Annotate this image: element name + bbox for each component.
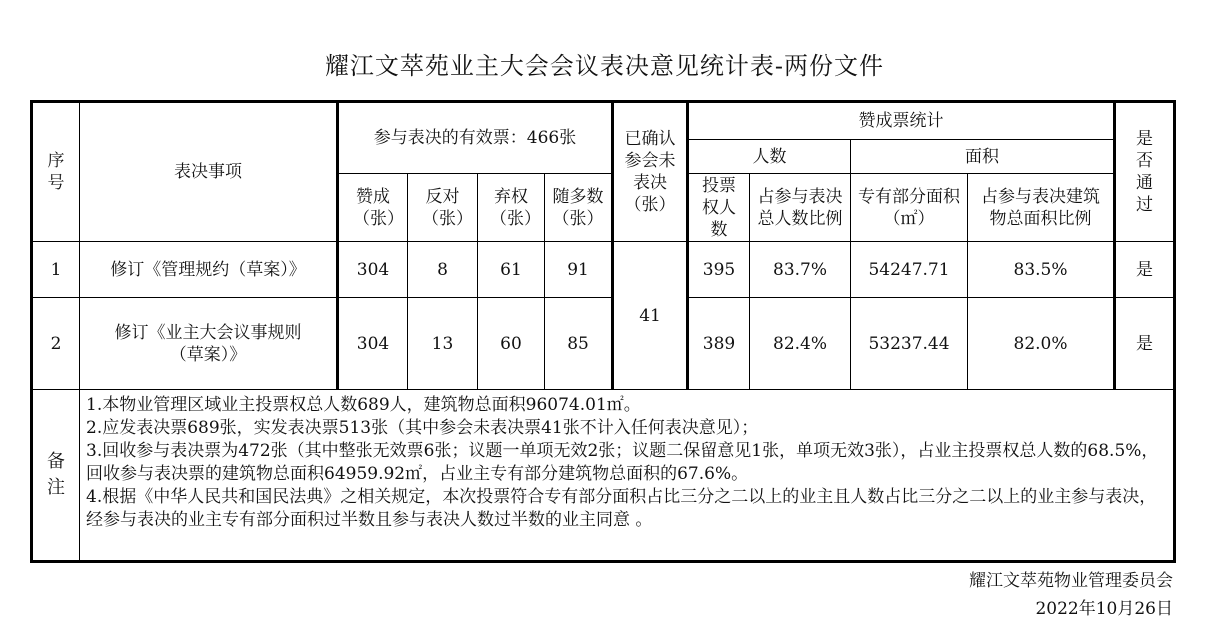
notes-row — [32, 390, 1175, 562]
row-seq: 2 — [32, 298, 80, 390]
row-abstain: 61 — [478, 242, 545, 298]
row-matter: 修订《业主大会议事规则（草案）》 — [80, 298, 338, 390]
page-title: 耀江文萃苑业主大会会议表决意见统计表-两份文件 — [324, 52, 885, 80]
row-passed: 是 — [1115, 298, 1175, 390]
header-passed: 是否通过 — [1115, 102, 1175, 242]
vote-statistics-table — [30, 100, 1176, 563]
row-area-ratio: 82.0% — [968, 298, 1115, 390]
row-area-ratio: 83.5% — [968, 242, 1115, 298]
header-oppose: 反对（张） — [408, 174, 478, 242]
header-private-area: 专有部分面积（㎡） — [851, 174, 968, 242]
header-matter: 表决事项 — [80, 102, 338, 242]
note-item: 1.本物业管理区域业主投票权总人数689人，建筑物总面积96074.01㎡。 — [86, 395, 641, 415]
header-approve-stats: 赞成票统计 — [688, 102, 1115, 140]
footer-organization: 耀江文萃苑物业管理委员会 — [969, 571, 1173, 591]
row-passed: 是 — [1115, 242, 1175, 298]
header-confirmed-absent: 已确认参会未表决（张） — [613, 102, 688, 242]
row-follow: 91 — [545, 242, 613, 298]
row-people-ratio: 82.4% — [750, 298, 851, 390]
header-seq: 序号 — [32, 102, 80, 242]
row-oppose: 13 — [408, 298, 478, 390]
header-abstain: 弃权（张） — [478, 174, 545, 242]
header-area: 面积 — [851, 140, 1115, 174]
row-follow: 85 — [545, 298, 613, 390]
row-voters: 395 — [688, 242, 750, 298]
notes-label: 备注 — [32, 390, 80, 562]
table-row — [32, 242, 1175, 298]
row-area: 54247.71 — [851, 242, 968, 298]
header-people: 人数 — [688, 140, 851, 174]
header-follow-majority: 随多数（张） — [545, 174, 613, 242]
row-approve: 304 — [338, 242, 408, 298]
notes-cell — [80, 390, 1175, 562]
row-voters: 389 — [688, 298, 750, 390]
header-valid-votes: 参与表决的有效票：466张 — [338, 102, 613, 174]
header-area-ratio: 占参与表决建筑物总面积比例 — [968, 174, 1115, 242]
header-voters: 投票权人数 — [688, 174, 750, 242]
row-matter: 修订《管理规约（草案）》 — [80, 242, 338, 298]
row-area: 53237.44 — [851, 298, 968, 390]
note-item: 3.回收参与表决票为472张（其中整张无效票6张；议题一单项无效2张；议题二保留意见1张，单项无效3张），占业主投票权总人数的68.5%，回收参与表决票的建筑物总面积64959.92㎡，占业主专有部分建筑物总面积的67.6%。 — [86, 441, 1159, 484]
table-row — [32, 298, 1175, 390]
confirmed-absent-value: 41 — [613, 242, 688, 390]
row-people-ratio: 83.7% — [750, 242, 851, 298]
row-approve: 304 — [338, 298, 408, 390]
row-abstain: 60 — [478, 298, 545, 390]
note-item: 2.应发表决票689张，实发表决票513张（其中参会未表决票41张不计入任何表决意见）； — [86, 418, 759, 438]
row-seq: 1 — [32, 242, 80, 298]
header-approve: 赞成（张） — [338, 174, 408, 242]
note-item: 4.根据《中华人民共和国民法典》之相关规定，本次投票符合专有部分面积占比三分之二以上的业主且人数占比三分之二以上的业主参与表决，经参与表决的业主专有部分面积过半数且参与表决人数过半数的业主同意 。 — [86, 487, 1157, 530]
header-people-ratio: 占参与表决总人数比例 — [750, 174, 851, 242]
row-oppose: 8 — [408, 242, 478, 298]
footer-date: 2022年10月26日 — [1035, 599, 1173, 619]
